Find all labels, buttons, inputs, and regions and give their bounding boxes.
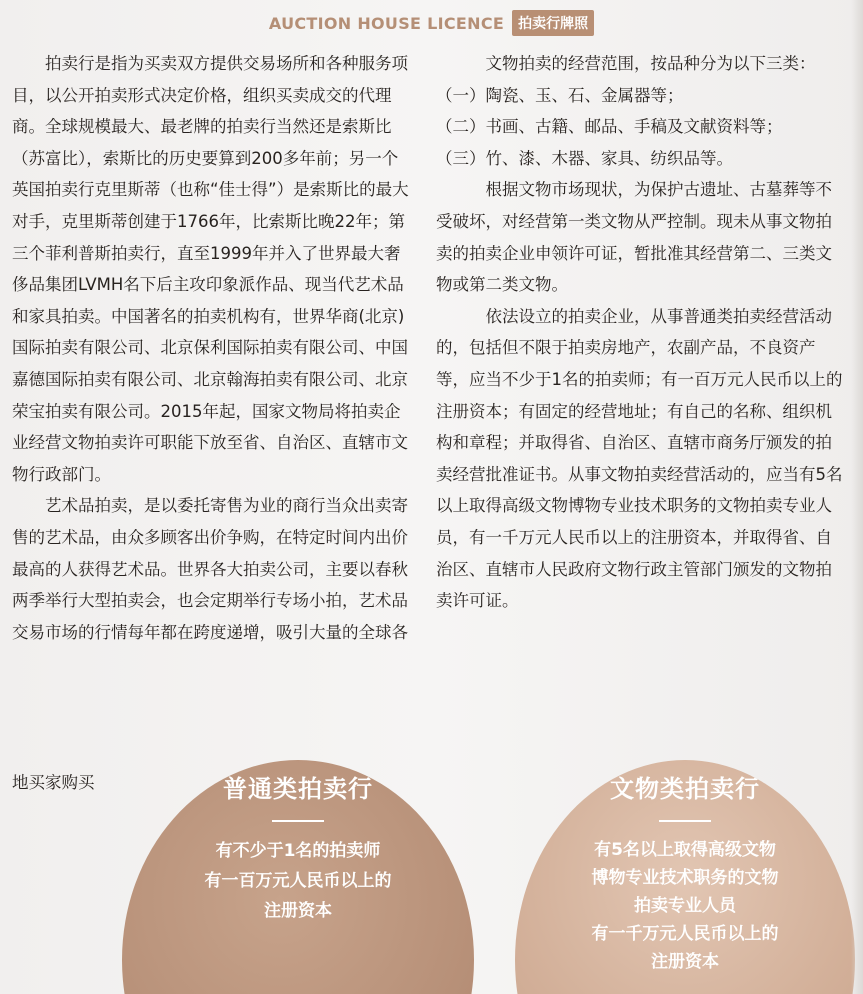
header-badge: 拍卖行牌照: [512, 10, 594, 36]
general-auction-line: 有不少于1名的拍卖师: [215, 841, 381, 861]
antique-auction-line: 拍卖专业人员: [634, 896, 736, 916]
general-auction-line: 有一百万元人民币以上的: [204, 871, 392, 891]
left-paragraph-tail: 地买家购买: [12, 773, 95, 792]
header-title: AUCTION HOUSE LICENCE: [268, 13, 505, 33]
right-intro: 文物拍卖的经营范围，按品种分为以下三类：: [485, 54, 816, 73]
left-paragraph-art-auction: 艺术品拍卖，是以委托寄售为业的商行当众出卖寄售的艺术品，由众多顾客出价争购，在特定时间内出价最高的人获得艺术品。世界各大拍卖公司，主要以春秋两季举行大型拍卖会，也会定期举行专场小拍，艺术品交易市场的行情每年都在跨度递增，吸引大量的全球各: [12, 496, 408, 642]
antique-auction-line: 注册资本: [651, 952, 719, 972]
general-auction-title: 普通类拍卖行: [223, 775, 373, 803]
circle-divider: [272, 820, 324, 822]
left-paragraph-auction-house: 拍卖行是指为买卖双方提供交易场所和各种服务项目，以公开拍卖形式决定价格，组织买卖成交的代理商。全球规模最大、最老牌的拍卖行当然还是索斯比（苏富比），索斯比的历史要算到200多年前；另一个英国拍卖行克里斯蒂（也称“佳士得”）是索斯比的最大对手，克里斯蒂创建于1766年，比索斯比晚22年；第三个菲利普斯拍卖行，直至1999年并入了世界最大奢侈品集团LVMH名下后主攻印象派作品、现当代艺术品和家具拍卖。中国著名的拍卖机构有，世界华商(北京)国际拍卖有限公司、北京保利国际拍卖有限公司、中国嘉德国际拍卖有限公司、北京翰海拍卖有限公司、北京荣宝拍卖有限公司。2015年起，国家文物局将拍卖企业经营文物拍卖许可职能下放至省、自治区、直辖市文物行政部门。: [12, 54, 409, 484]
general-auction-circle: [122, 760, 474, 994]
antique-auction-circle: [515, 760, 855, 994]
antique-auction-line: 有一千万元人民币以上的: [591, 924, 779, 944]
right-paragraph-requirements: 依法设立的拍卖企业，从事普通类拍卖经营活动的，包括但不限于拍卖房地产，农副产品，不良资产等，应当不少于1名的拍卖师；有一百万元人民币以上的注册资本；有固定的经营地址；有自己的名称、组织机构和章程；并取得省、自治区、直辖市商务厅颁发的拍卖经营批准证书。从事文物拍卖经营活动的，应当有5名以上取得高级文物博物专业技术职务的文物拍卖专业人员，有一千万元人民币以上的注册资本，并取得省、自治区、直辖市人民政府文物行政主管部门颁发的文物拍卖许可证。: [436, 306, 843, 611]
category-item-3: （三）竹、漆、木器、家具、纺织品等。: [436, 148, 733, 168]
category-item-2: （二）书画、古籍、邮品、手稿及文献资料等；: [436, 117, 783, 137]
left-column: [12, 48, 414, 648]
page-edge-shadow: [851, 0, 863, 994]
general-auction-line: 注册资本: [264, 901, 332, 921]
antique-auction-title: 文物类拍卖行: [610, 775, 760, 803]
circle-divider: [659, 820, 711, 822]
antique-auction-line: 博物专业技术职务的文物: [591, 868, 779, 888]
right-paragraph-control: 根据文物市场现状，为保护古遗址、古墓葬等不受破坏，对经营第一类文物从严控制。现未从事文物拍卖的拍卖企业申领许可证，暂批准其经营第二、三类文物或第二类文物。: [436, 180, 832, 295]
page-header: [0, 8, 863, 38]
right-column: [436, 48, 844, 617]
antique-auction-line: 有5名以上取得高级文物: [594, 840, 776, 860]
category-item-1: （一）陶瓷、玉、石、金属器等；: [436, 85, 684, 105]
